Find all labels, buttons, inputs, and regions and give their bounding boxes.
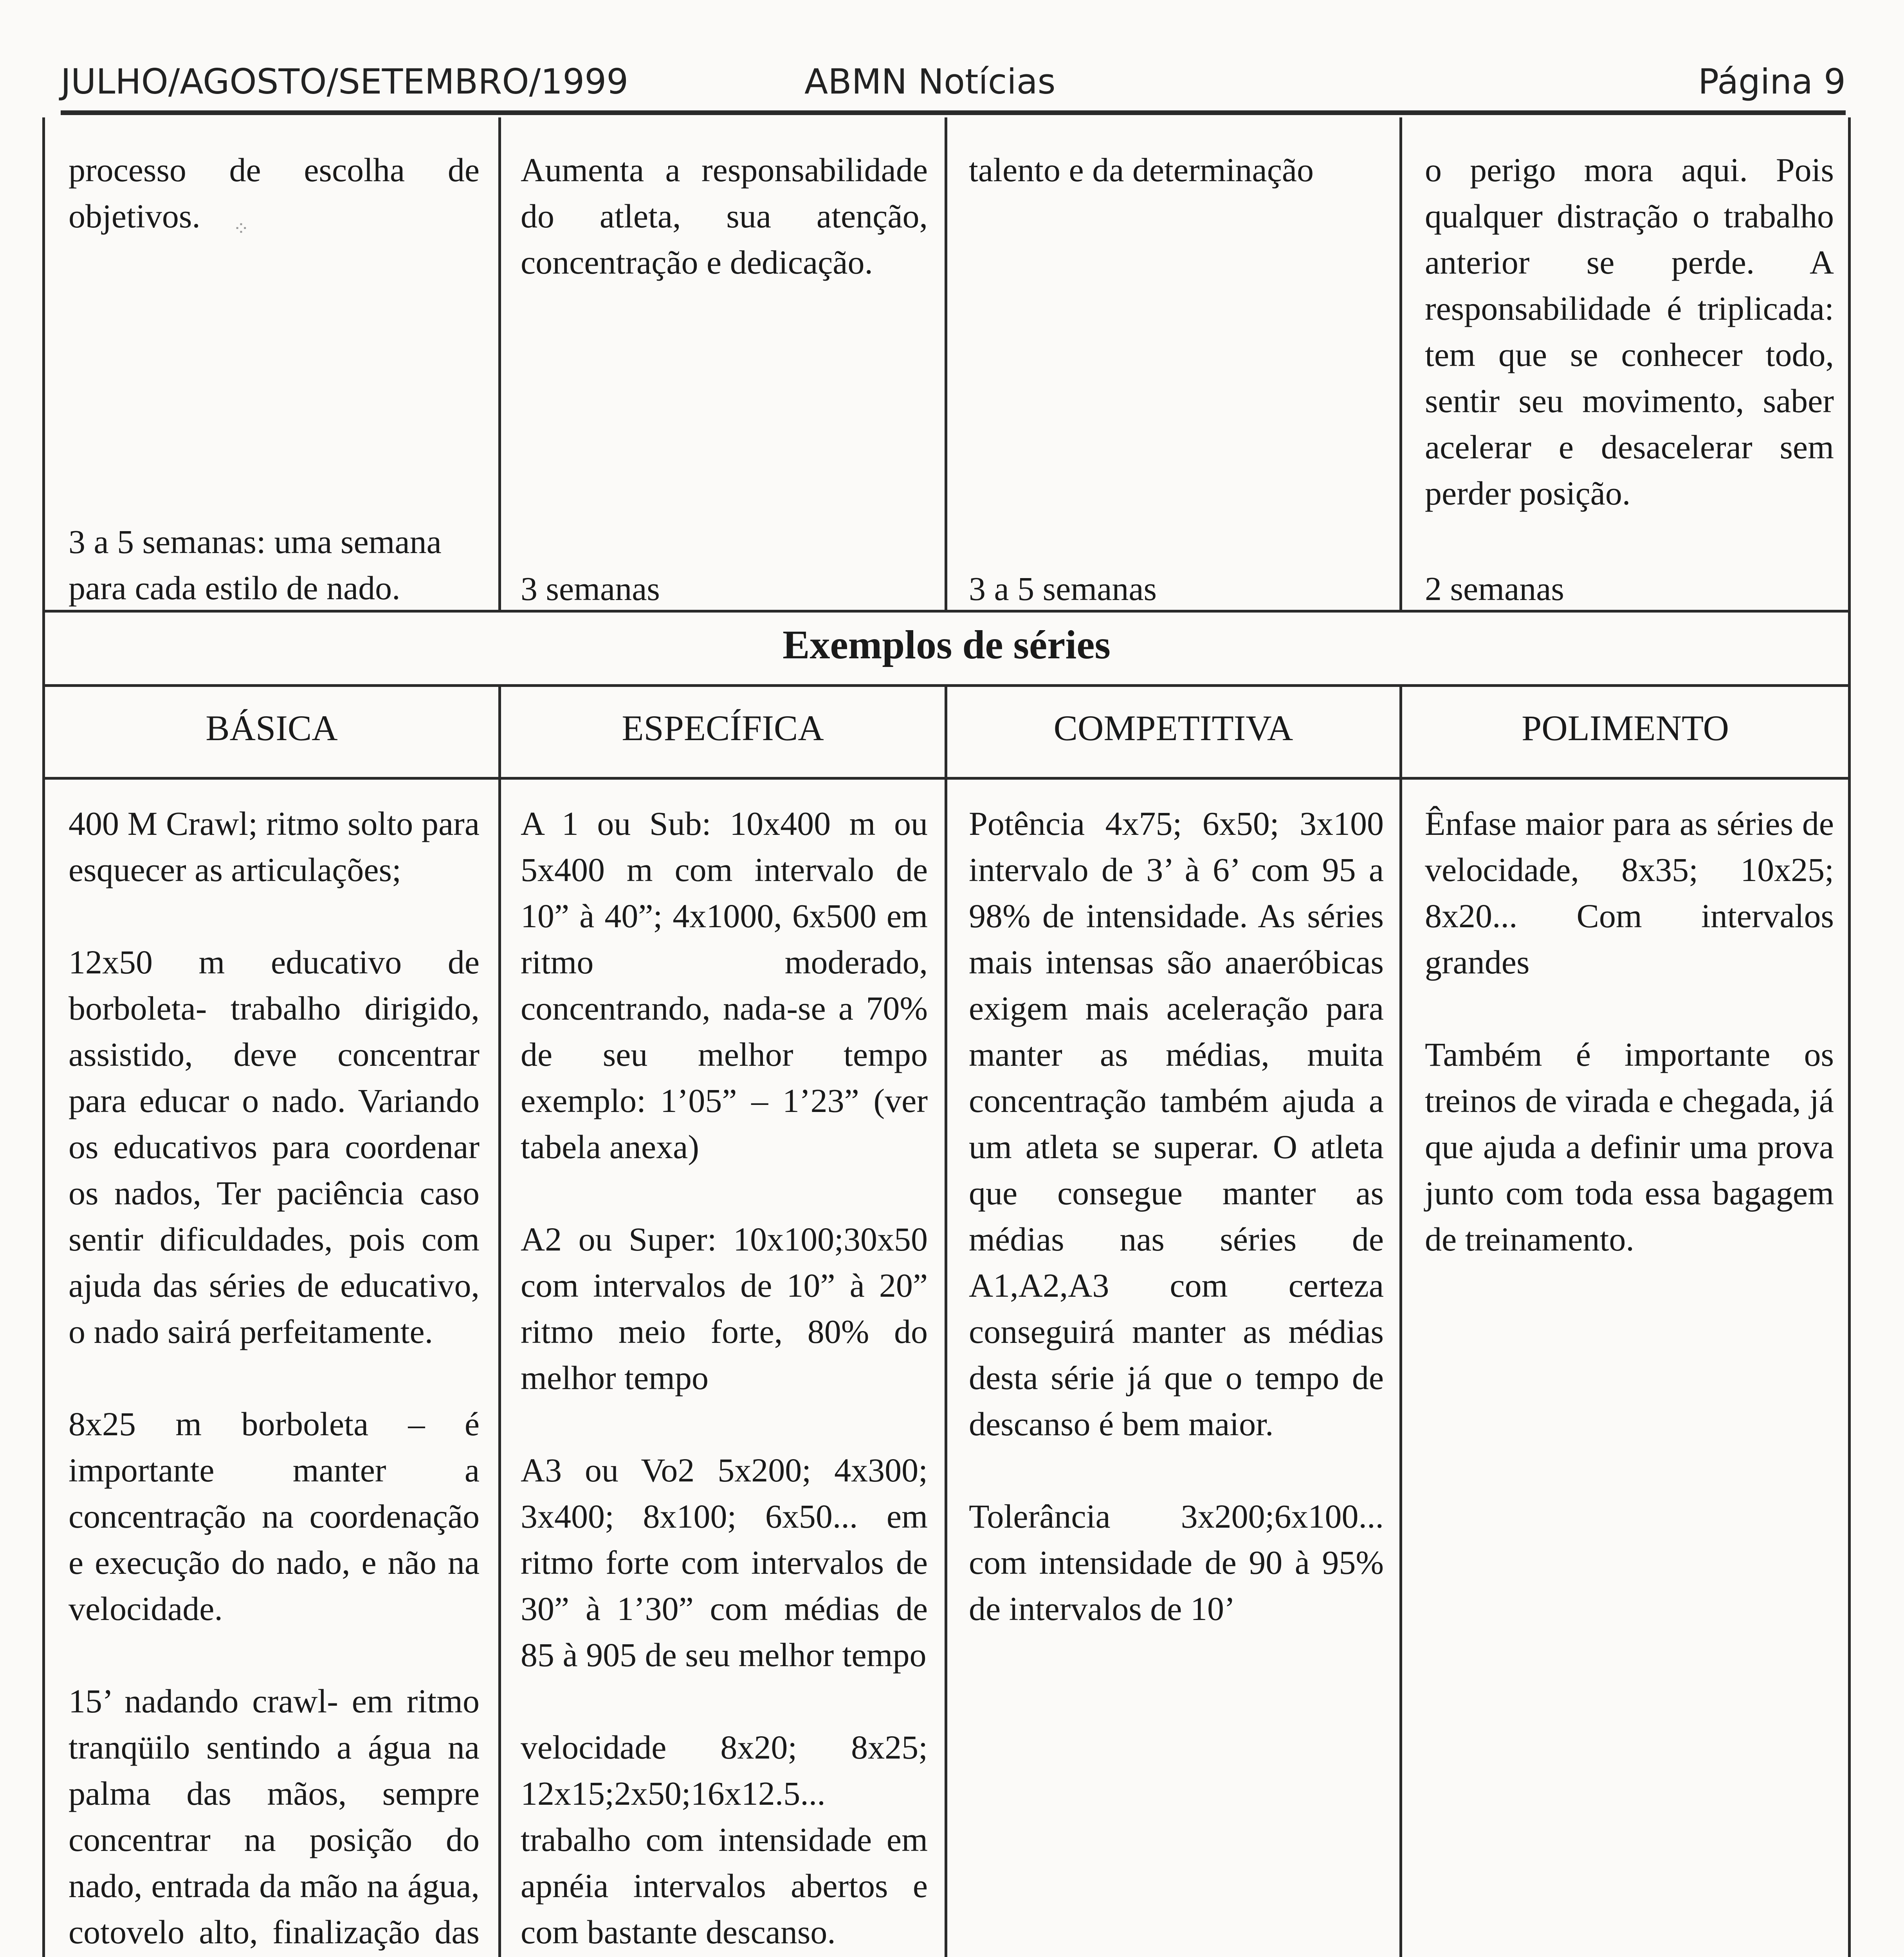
series-paragraph: Potência 4x75; 6x50; 3x100 intervalo de 3’ à 6’ com 95 a 98% de intensidade. As séries mais intensas são anaeróbicas exigem mais aceleração para manter as médias, muita concentração também ajuda a um atleta se superar. O atleta que consegue manter as médias nas séries de A1,A2,A3 com certeza conseguirá manter as médias desta série já que o tempo de descanso é bem maior. bbox=[969, 805, 1384, 1443]
series-paragraph: A3 ou Vo2 5x200; 4x300; 3x400; 8x100; 6x50... em ritmo forte com intervalos de 30” à 1’30” com médias de 85 à 905 de seu melhor tempo bbox=[521, 1451, 928, 1674]
ink-speck: ⁘ bbox=[233, 218, 249, 240]
column-header-competitiva: COMPETITIVA bbox=[1053, 708, 1293, 748]
series-paragraph: velocidade 8x20; 8x25; 12x15;2x50;16x12.5... trabalho com intensidade em apnéia intervalos abertos e com bastante descanso. bbox=[521, 1728, 928, 1951]
series-cell-polimento bbox=[1425, 800, 1834, 1957]
series-cell-especifica bbox=[521, 800, 928, 1957]
column-header-basica: BÁSICA bbox=[206, 708, 338, 748]
competitiva-duration: 3 a 5 semanas bbox=[969, 570, 1157, 607]
header-rule bbox=[61, 110, 1846, 115]
series-paragraph: 15’ nadando crawl- em ritmo tranqüilo sentindo a água na palma das mãos, sempre concentrar na posição do nado, entrada da mão na água, cotovelo alto, finalização das bbox=[69, 1682, 480, 1951]
series-paragraph: 12x50 m educativo de borboleta- trabalho dirigido, assistido, deve concentrar para educar o nado. Variando os educativos para coordenar os nados, Ter paciência caso sentir dificuldades, pois com ajuda das séries de educativo, o nado sairá perfeitamente. bbox=[69, 943, 480, 1350]
series-paragraph: 8x25 m borboleta – é importante manter a concentração na coordenação e execução do nado, e não na velocidade. bbox=[69, 1405, 480, 1627]
polimento-duration: 2 semanas bbox=[1425, 570, 1564, 607]
page-number: Página 9 bbox=[1698, 61, 1846, 102]
publication-name: ABMN Notícias bbox=[804, 61, 1056, 102]
row-divider bbox=[45, 777, 1848, 780]
top-cell-especifica bbox=[521, 147, 928, 605]
basica-text: processo de escolha de objetivos. bbox=[69, 151, 480, 235]
especifica-text: Aumenta a responsabilidade do atleta, sua atenção, concentração e dedicação. bbox=[521, 151, 928, 281]
training-table bbox=[42, 117, 1851, 1957]
top-cell-competitiva bbox=[969, 147, 1384, 605]
issue-date: JULHO/AGOSTO/SETEMBRO/1999 bbox=[61, 61, 629, 102]
series-cell-basica bbox=[69, 800, 480, 1957]
column-divider bbox=[498, 117, 501, 613]
series-paragraph: Ênfase maior para as séries de velocidade, 8x35; 10x25; 8x20... Com intervalos grandes bbox=[1425, 805, 1834, 981]
series-paragraph: Tolerância 3x200;6x100... com intensidade de 90 à 95% de intervalos de 10’ bbox=[969, 1497, 1384, 1627]
series-paragraph: A 1 ou Sub: 10x400 m ou 5x400 m com intervalo de 10” à 40”; 4x1000, 6x500 em ritmo moderado, concentrando, nada-se a 70% de seu melhor tempo exemplo: 1’05” – 1’23” (ver tabela anexa) bbox=[521, 805, 928, 1166]
column-header-especifica: ESPECÍFICA bbox=[622, 708, 824, 748]
column-header-polimento: POLIMENTO bbox=[1522, 708, 1729, 748]
top-cell-polimento bbox=[1425, 147, 1834, 605]
column-divider bbox=[945, 117, 947, 613]
series-paragraph: A2 ou Super: 10x100;30x50 com intervalos de 10” à 20” ritmo meio forte, 80% do melhor tempo bbox=[521, 1220, 928, 1397]
row-divider bbox=[45, 684, 1848, 687]
column-divider bbox=[945, 687, 947, 1957]
section-title: Exemplos de séries bbox=[783, 622, 1111, 667]
especifica-duration: 3 semanas bbox=[521, 570, 660, 607]
series-paragraph: 400 M Crawl; ritmo solto para esquecer as articulações; bbox=[69, 805, 480, 888]
series-paragraph: Também é importante os treinos de virada e chegada, já que ajuda a definir uma prova junto com toda essa bagagem de treinamento. bbox=[1425, 1036, 1834, 1258]
column-divider bbox=[498, 687, 501, 1957]
polimento-text: o perigo mora aqui. Pois qualquer distração o trabalho anterior se perde. A responsabilidade é triplicada: tem que se conhecer todo, sentir seu movimento, saber acelerar e desacelerar sem perder posição. bbox=[1425, 151, 1834, 512]
series-cell-competitiva bbox=[969, 800, 1384, 1957]
column-divider bbox=[1399, 117, 1402, 613]
top-cell-basica bbox=[69, 147, 480, 605]
competitiva-text: talento e da determinação bbox=[969, 151, 1314, 189]
column-divider bbox=[1399, 687, 1402, 1957]
basica-duration: 3 a 5 semanas: uma semana para cada estilo de nado. bbox=[69, 523, 442, 607]
page-header bbox=[61, 51, 1846, 110]
